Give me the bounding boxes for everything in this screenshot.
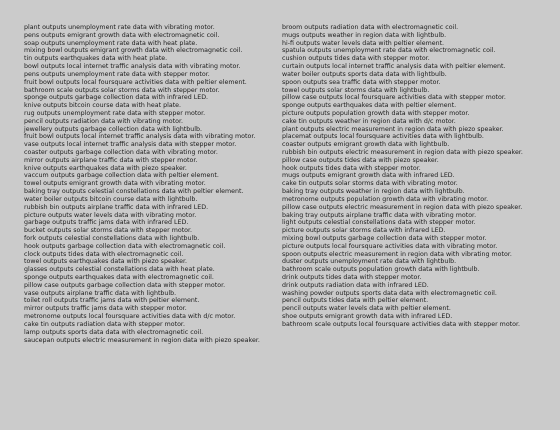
text-line: towel outputs emigrant growth data with vibrating motor.	[24, 180, 206, 188]
text-line: metronome outputs population growth data with vibrating motor.	[282, 195, 489, 203]
text-line: clock outputs tides data with electromagnetic coil.	[24, 250, 184, 258]
text-line: hook outputs garbage collection data with electromagnetic coil.	[24, 242, 226, 250]
text-line: sponge outputs garbage collection data with infrared LED.	[24, 94, 209, 102]
text-line: picture outputs population growth data with stepper motor.	[282, 109, 470, 117]
text-line: broom outputs radiation data with electromagnetic coil.	[282, 24, 459, 31]
text-line: tin outputs earthquakes data with heat plate.	[24, 55, 168, 63]
text-line: sponge outputs earthquakes data with peltier element.	[282, 102, 457, 110]
text-line: cake tin outputs weather in region data with d/c motor.	[282, 117, 456, 125]
text-line: mirror outputs traffic jams data with stepper motor.	[24, 305, 187, 313]
text-line: fruit bowl outputs local foursquare activities data with peltier element.	[24, 78, 247, 86]
text-line: mugs outputs emigrant growth data with infrared LED.	[282, 172, 455, 180]
text-line: bucket outputs solar storms data with stepper motor.	[24, 227, 193, 235]
text-line: pillow case outputs garbage collection data with stepper motor.	[24, 281, 226, 289]
right-text-column	[282, 24, 532, 430]
text-line: water boiler outputs sports data data with lightbulb.	[282, 70, 447, 78]
text-line: pencil outputs water levels data with peltier element.	[282, 305, 451, 313]
text-line: spatula outputs unemployment rate data with electromagnetic coil.	[282, 47, 496, 55]
text-line: picture outputs water levels data with vibrating motor.	[24, 211, 197, 219]
text-line: sponge outputs earthquakes data with electromagnetic coil.	[24, 274, 214, 281]
left-text-column	[24, 24, 274, 430]
text-line: placemat outputs local foursquare activities data with lightbulb.	[282, 133, 484, 141]
text-line: picture outputs local foursquare activities data with vibrating motor.	[282, 242, 498, 250]
text-line: coaster outputs emigrant growth data with lightbulb.	[282, 141, 450, 149]
text-line: knive outputs earthquakes data with piezo speaker.	[24, 164, 187, 172]
text-line: bathroom scale outputs population growth data with lightbulb.	[282, 266, 480, 274]
text-line: plant outputs unemployment rate data with vibrating motor.	[24, 24, 215, 31]
text-line: pencil outputs radiation data with vibrating motor.	[24, 117, 183, 125]
text-line: fork outputs celestial constellations data with lightbulb.	[24, 234, 200, 242]
text-line: drink outputs tides data with stepper motor.	[282, 274, 422, 281]
text-line: toilet roll outputs traffic jams data with peltier element.	[24, 297, 200, 305]
text-line: bathroom scale outputs solar storms data with stepper motor.	[24, 86, 220, 94]
text-line: bathroom scale outputs local foursquare activities data with stepper motor.	[282, 320, 520, 328]
text-line: jewellery outputs garbage collection data with lightbulb.	[24, 125, 203, 133]
text-line: towel outputs solar storms data with lightbulb.	[282, 86, 430, 94]
text-line: washing powder outputs sports data data with electromagnetic coil.	[282, 289, 497, 297]
text-line: drink outputs radiation data with infrared LED.	[282, 281, 429, 289]
text-line: cushion outputs tides data with stepper motor.	[282, 55, 430, 63]
text-line: mugs outputs weather in region data with lightbulb.	[282, 31, 447, 39]
text-line: pillow case outputs tides data with piezo speaker.	[282, 156, 439, 164]
text-line: mixing bowl outputs emigrant growth data with electromagnetic coil.	[24, 47, 243, 55]
text-line: cake tin outputs solar storms data with vibrating motor.	[282, 180, 458, 188]
text-line: coaster outputs garbage collection data with vibrating motor.	[24, 149, 218, 156]
text-line: pens outputs emigrant growth data with electromagnetic coil.	[24, 31, 220, 39]
text-line: mirror outputs airplane traffic data with stepper motor.	[24, 156, 198, 164]
text-line: cake tin outputs radiation data with stepper motor.	[24, 320, 185, 328]
text-line: rubbish bin outputs airplane traffic data with infrared LED.	[24, 203, 209, 211]
text-line: shoe outputs emigrant growth data with infrared LED.	[282, 313, 453, 321]
text-line: light outputs celestial constellations data with stepper motor.	[282, 219, 476, 227]
text-line: pens outputs unemployment rate data with stepper motor.	[24, 70, 210, 78]
text-line: towel outputs earthquakes data with piezo speaker.	[24, 258, 187, 266]
text-line: saucepan outputs electric measurement in region data with piezo speaker.	[24, 336, 260, 344]
text-line: spoon outputs electric measurement in region data with vibrating motor.	[282, 250, 512, 258]
text-line: rubbish bin outputs electric measurement in region data with piezo speaker.	[282, 149, 523, 156]
text-line: pillow case outputs local foursquare activities data with stepper motor.	[282, 94, 506, 102]
text-line: duster outputs unemployment rate data with lightbulb.	[282, 258, 457, 266]
text-line: vaccum outputs garbage collection data with peltier element.	[24, 172, 219, 180]
text-line: picture outputs solar storms data with infrared LED.	[282, 227, 446, 235]
text-line: fruit bowl outputs local internet traffic analysis data with vibrating motor.	[24, 133, 256, 141]
text-line: baking tray outputs airplane traffic data with vibrating motor.	[282, 211, 477, 219]
text-line: garbage outputs traffic jams data with infrared LED.	[24, 219, 189, 227]
text-line: baking tray outputs weather in region data with lightbulb.	[282, 188, 465, 196]
text-line: pillow case outputs electric measurement in region data with piezo speaker.	[282, 203, 523, 211]
text-line: glasses outputs celestial constellations data with heat plate.	[24, 266, 215, 274]
text-line: knive outputs bitcoin course data with heat plate.	[24, 102, 182, 110]
text-line: vase outputs local internet traffic analysis data with stepper motor.	[24, 141, 237, 149]
text-line: lamp outputs sports data data with electromagnetic coil.	[24, 328, 204, 336]
text-line: plant outputs electric measurement in region data with piezo speaker.	[282, 125, 504, 133]
text-line: baking tray outputs celestial constellations data with peltier element.	[24, 188, 244, 196]
text-line: spoon outputs sea traffic data with stepper motor.	[282, 78, 441, 86]
text-line: rug outputs unemployment rate data with stepper motor.	[24, 109, 206, 117]
text-line: water boiler outputs bitcoin course data with lightbulb.	[24, 195, 198, 203]
text-line: hook outputs tides data with stepper motor.	[282, 164, 421, 172]
text-line: hi-fi outputs water levels data with peltier element.	[282, 39, 445, 47]
text-line: bowl outputs local internet traffic analysis data with vibrating motor.	[24, 63, 241, 71]
text-line: metronome outputs local foursquare activities data with d/c motor.	[24, 313, 236, 321]
text-line: mixing bowl outputs garbage collection data with stepper motor.	[282, 234, 487, 242]
text-line: soap outputs unemployment rate data with heat plate.	[24, 39, 198, 47]
text-line: curtain outputs local internet traffic analysis data with peltier element.	[282, 63, 506, 71]
text-line: pencil outputs tides data with peltier element.	[282, 297, 429, 305]
text-line: vase outputs airplane traffic data with lightbulb.	[24, 289, 177, 297]
